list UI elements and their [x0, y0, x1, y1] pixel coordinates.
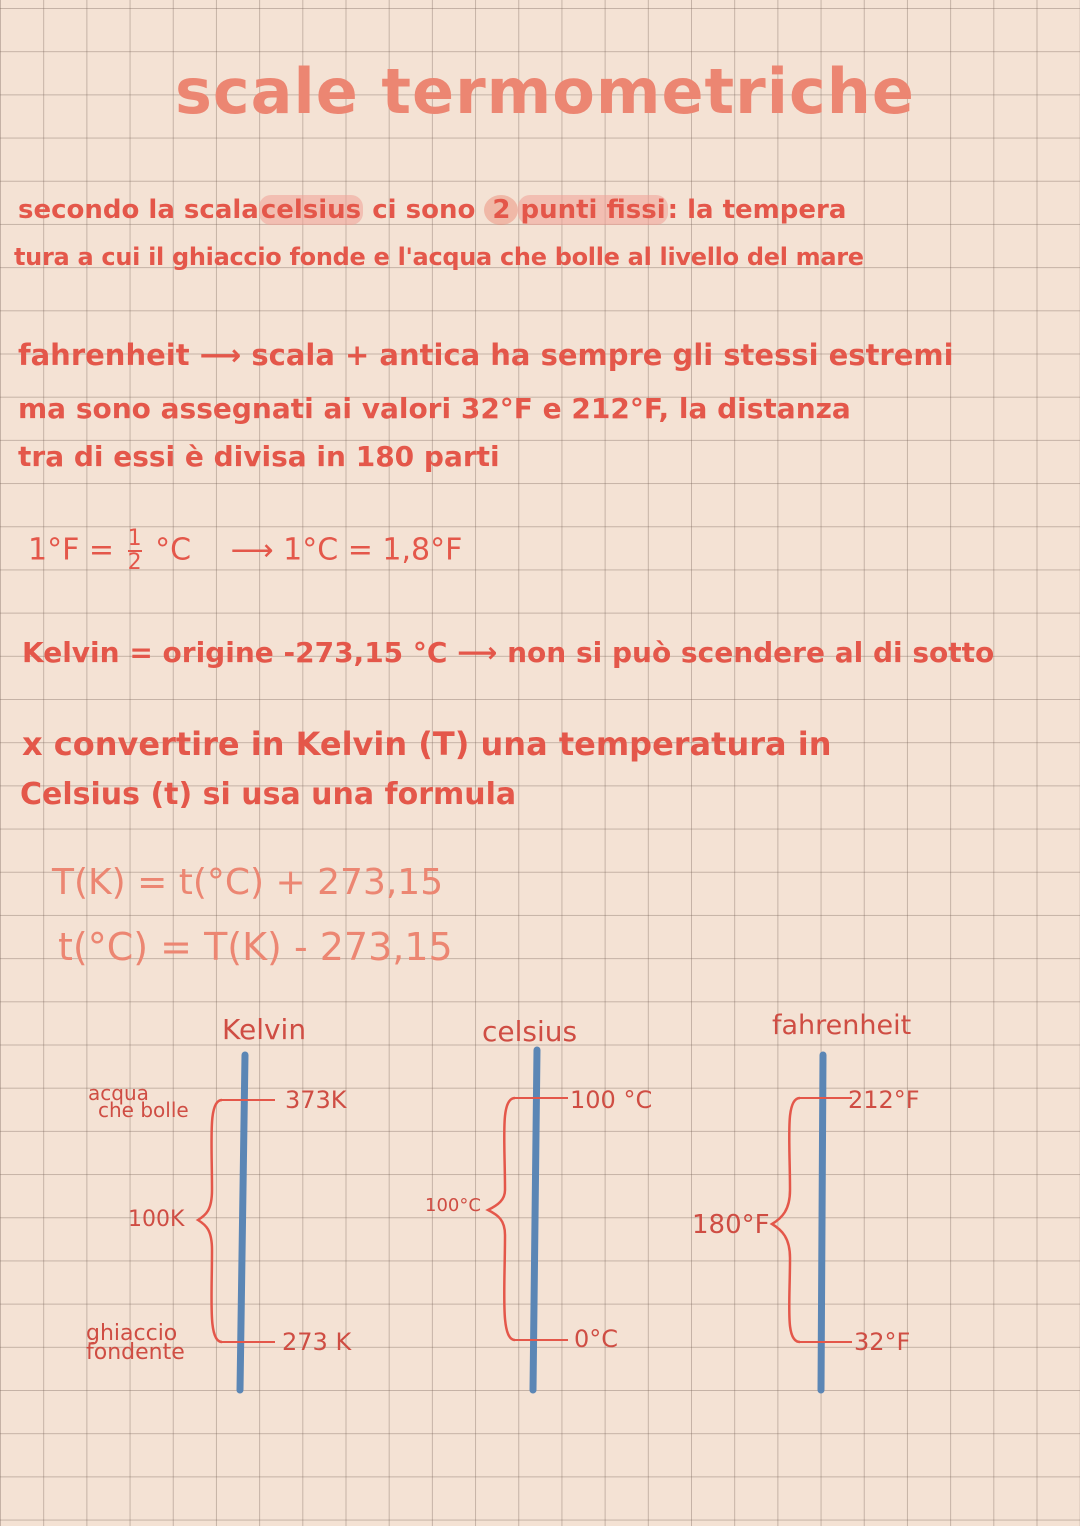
para1-text-a: secondo la scala — [18, 195, 259, 225]
kelvin-bar — [240, 1055, 245, 1390]
para1-text-b: ci sono — [372, 195, 476, 225]
two-circled: 2 — [484, 195, 518, 225]
page-title: scale termometriche — [175, 55, 915, 128]
para1-line2: tura a cui il ghiaccio fonde e l'acqua che bolle al livello del mare — [14, 243, 864, 271]
kelvin-bottom-desc-1: ghiaccio — [86, 1321, 178, 1346]
fraction-numerator: 1 — [127, 526, 142, 551]
celsius-scale-name: celsius — [482, 1015, 578, 1048]
fahrenheit-bar — [821, 1055, 823, 1390]
punti-fissi-highlight: punti fissi — [520, 195, 666, 225]
formula1-left: 1°F = — [28, 532, 115, 568]
kelvin-top-desc — [88, 1081, 189, 1122]
fahrenheit-brace — [772, 1098, 800, 1342]
celsius-top-value: 100 °C — [570, 1086, 653, 1114]
arrow-right-icon: ⟶ — [230, 532, 274, 568]
fahrenheit-word: fahrenheit — [18, 338, 190, 372]
kelvin-brace — [198, 1100, 222, 1342]
fahrenheit-range: 180°F — [692, 1210, 770, 1240]
kelvin-scale-name: Kelvin — [222, 1013, 307, 1046]
kelvin-top-desc-2: che bolle — [98, 1098, 189, 1122]
kelvin-bottom-value: 273 K — [282, 1328, 352, 1356]
formula-celsius: t(°C) = T(K) - 273,15 — [58, 925, 453, 969]
celsius-range: 100°C — [425, 1195, 481, 1216]
kelvin-range: 100K — [128, 1207, 185, 1232]
para2-text-b: scala + antica ha sempre gli stessi estremi — [251, 338, 954, 372]
para3-line1: x convertire in Kelvin (T) una temperatura in — [22, 725, 832, 763]
kelvin-line-b: non si può scendere al di sotto — [507, 636, 995, 669]
fahrenheit-top-value: 212°F — [848, 1086, 920, 1114]
fahrenheit-scale-name: fahrenheit — [772, 1010, 912, 1041]
celsius-highlight: celsius — [260, 195, 362, 225]
formula1-unit: °C — [155, 532, 192, 568]
kelvin-bottom-desc-2: fondente — [86, 1339, 185, 1365]
para3-line2: Celsius (t) si usa una formula — [20, 777, 517, 812]
para1-text-c: : la tempera — [667, 195, 847, 225]
fraction-denominator: 2 — [127, 550, 142, 575]
arrow-right-icon: ⟶ — [199, 338, 242, 372]
arrow-right-icon: ⟶ — [457, 636, 498, 669]
celsius-brace — [488, 1098, 515, 1340]
para2-line2: ma sono assegnati ai valori 32°F e 212°F, la distanza — [18, 392, 851, 425]
kelvin-top-value: 373K — [285, 1086, 347, 1114]
kelvin-bottom-desc — [86, 1321, 185, 1365]
fahrenheit-bottom-value: 32°F — [854, 1328, 911, 1356]
kelvin-line-a: Kelvin = origine -273,15 °C — [22, 636, 448, 669]
formula1-right: 1°C = 1,8°F — [283, 532, 463, 568]
celsius-bottom-value: 0°C — [574, 1325, 619, 1353]
para2-line3: tra di essi è divisa in 180 parti — [18, 440, 500, 473]
formula-kelvin: T(K) = t(°C) + 273,15 — [52, 862, 444, 903]
kelvin-top-desc-1: acqua — [88, 1081, 149, 1105]
